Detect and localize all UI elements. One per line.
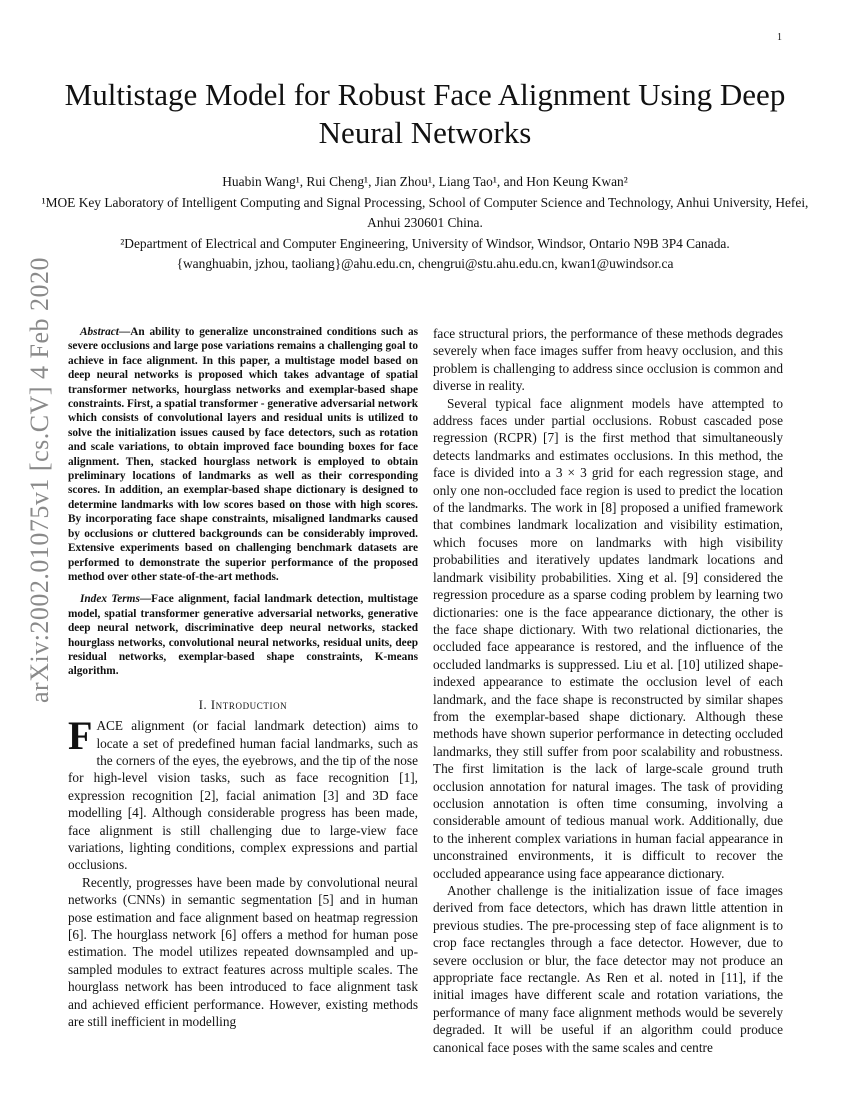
author-list: Huabin Wang¹, Rui Cheng¹, Jian Zhou¹, Liang Tao¹, and Hon Keung Kwan² [222,174,628,189]
left-column [68,325,418,1030]
intro-paragraph-1-text: ACE alignment (or facial landmark detection) aims to locate a set of predefined human facial landmarks, such as the corners of the eyes, the eyebrows, and the tip of the nose for high-level vision tasks, such as face recognition [1], expression recognition [2], facial animation [3] and 3D face modelling [4]. Although considerable progress has been made, face alignment is still challenging due to large-view face variations, lighting conditions, complex expressions and partial occlusions. [68,718,418,873]
author-emails: {wanghuabin, jzhou, taoliang}@ahu.edu.cn, chengrui@stu.ahu.edu.cn, kwan1@uwindsor.ca [176,256,674,271]
arxiv-side-stamp [8,256,72,704]
arxiv-identifier: arXiv:2002.01075v1 [cs.CV] 4 Feb 2020 [25,256,55,704]
right-paragraph-3: Another challenge is the initialization issue of face images derived from face detectors, which has drawn little attention in previous studies. The pre-processing step of face alignment is to crop face rectangles through a face detector. However, due to severe occlusion or blur, the face detector may not produce an appropriate face rectangle. As Ren et al. noted in [11], if the initial images have different scale and rotation variations, the performance of many face alignment methods would be severely degraded. It will be useful if an algorithm could produce canonical face poses with the same scales and centre [433,883,783,1055]
index-terms-text: —Face alignment, facial landmark detection, multistage model, spatial transformer generative adversarial networks, generative deep neural network, discriminative deep neural networks, stacked hourglass networks, convolutional neural networks, residual units, deep residual networks, exemplar-based shape constraints, K-means algorithm. [68,593,418,678]
dropcap-letter: F [68,713,93,759]
right-paragraph-2: Several typical face alignment models have attempted to address faces under partial occlusions. Robust cascaded pose regression (RCPR) [7] is the first method that simultaneously detects landmarks and estimates occlusions. In this method, the face is divided into a 3 × 3 grid for each regression stage, and only one non-occluded face region is used to predict the location of the landmarks. The work in [8] proposed a unified framework that combines landmark localization and visibility estimation, which focuses more on landmarks with high visibility probabilities and iteratively updates landmark locations and landmark visibility probabilities. Xing et al. [9] considered the regression procedure as a sparse coding problem by learning two dictionaries: one is the face appearance dictionary, the other is the face shape dictionary. With two relational dictionaries, the occluded face appearance is restored, and the influence of the occluded landmarks is suppressed. Liu et al. [10] utilized shape-indexed appearance to estimate the occlusion level of each landmark, and the face shape is reconstructed by similar shapes from the exemplar-based shape dictionary. Although these methods have shown superior performance in detecting occluded landmarks, they still suffer from poor scalability and robustness. The first limitation is the lack of large-scale ground truth occlusion annotation for natural images. The task of providing occlusion annotation is often time consuming, involving a considerable amount of tedious manual work. Additionally, due to the inherent complex variations in human facial appearance in unconstrained environments, it is difficult to recover the occluded appearance using face appearance dictionary. [433,395,783,881]
index-terms [68,592,418,678]
right-column [433,325,783,1056]
section-heading-introduction: I. Introduction [198,697,288,712]
abstract-text: —An ability to generalize unconstrained conditions such as severe occlusions and large pose variations remains a challenging goal to achieve in face alignment. In this paper, a multistage model based on deep neural networks is proposed which takes advantage of spatial transformer networks, hourglass networks and exemplar-based shape constraints. First, a spatial transformer - generative adversarial network which consists of convolutional layers and residual units is utilized to solve the initialization issues caused by face detectors, such as rotation and scale variations, to obtain improved face bounding boxes for face alignment. Then, stacked hourglass network is employed to obtain preliminary locations of landmarks as well as their corresponding scores. In addition, an exemplar-based shape dictionary is designed to determine landmarks with low scores based on those with high scores. By incorporating face shape constraints, misaligned landmarks caused by occlusions or cluttered backgrounds can be considerably improved. Extensive experiments based on challenging benchmark datasets are performed to demonstrate the superior performance of the proposed method over other state-of-the-art methods. [68,326,418,583]
abstract [68,325,418,584]
affiliation-1: ¹MOE Key Laboratory of Intelligent Computing and Signal Processing, School of Computer Science and Technology, Anhui University, Hefei, Anhui 230601 China. [41,194,809,230]
intro-paragraph-1 [68,713,418,874]
paper-title: Multistage Model for Robust Face Alignment Using Deep Neural Networks [64,77,786,150]
abstract-label: Abstract [80,326,119,338]
page-number: 1 [777,32,782,43]
intro-paragraph-2: Recently, progresses have been made by convolutional neural networks (CNNs) in semantic segmentation [5] and in human pose estimation and face alignment based on heatmap regression [6]. The hourglass network [6] offers a method for human pose estimation. The model utilizes repeated downsampled and up-sampled modules to extract features across multiple scales. The hourglass network has been introduced to face alignment task and achieved efficient performance. However, existing methods are still inefficient in modelling [68,874,418,1030]
affiliation-2: ²Department of Electrical and Computer Engineering, University of Windsor, Windsor, Ontario N9B 3P4 Canada. [120,235,730,251]
author-block [40,172,810,275]
right-paragraph-1: face structural priors, the performance of these methods degrades severely when face images suffer from heavy occlusion, and this problem is challenging to address since occlusion is common and diverse in reality. [433,326,783,394]
index-terms-label: Index Terms [80,593,140,606]
